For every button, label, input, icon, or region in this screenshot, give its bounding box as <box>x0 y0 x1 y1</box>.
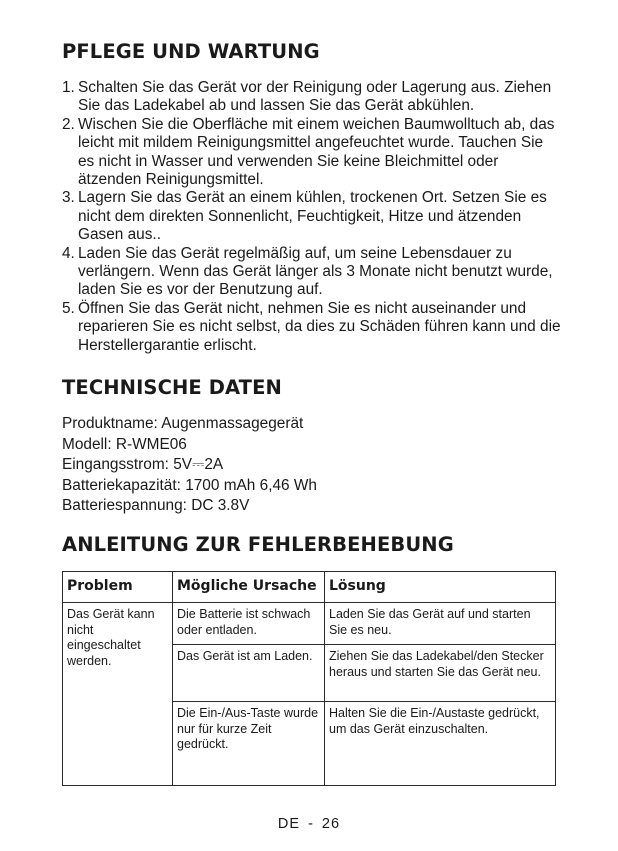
spec-input-current: Eingangsstrom: 5V⎓2A <box>62 456 224 474</box>
care-step <box>62 245 562 300</box>
problem-cell: Das Gerät kann nicht eingeschaltet werden. <box>63 603 173 786</box>
step-number: 3. <box>62 189 75 207</box>
page-number: 26 <box>321 816 341 832</box>
tech-section-title: TECHNISCHE DATEN <box>62 376 282 399</box>
table-header-row <box>63 572 556 603</box>
spec-battery-voltage: Batteriespannung: DC 3.8V <box>62 497 250 515</box>
solution-cell: Halten Sie die Ein-/Austaste gedrückt, um das Gerät einzuschalten. <box>325 702 556 786</box>
header-solution: Lösung <box>325 572 556 603</box>
care-step <box>62 189 562 244</box>
solution-cell: Laden Sie das Gerät auf und starten Sie es neu. <box>325 603 556 645</box>
footer-separator: - <box>308 816 314 832</box>
step-text: Öffnen Sie das Gerät nicht, nehmen Sie es nicht auseinander und reparieren Sie es nicht selbst, da dies zu Schäden führen kann und die Herstellergarantie erlischt. <box>78 299 561 354</box>
troubleshooting-table <box>62 571 556 786</box>
page-footer <box>0 816 618 832</box>
header-cause: Mögliche Ursache <box>173 572 325 603</box>
cause-cell: Die Batterie ist schwach oder entladen. <box>173 603 325 645</box>
spec-model: Modell: R-WME06 <box>62 435 187 453</box>
care-step <box>62 79 562 116</box>
step-number: 5. <box>62 299 75 317</box>
care-step <box>62 300 562 355</box>
spec-product-name: Produktname: Augenmassagegerät <box>62 415 304 432</box>
table-row <box>63 603 556 645</box>
solution-cell: Ziehen Sie das Ladekabel/den Stecker heraus und starten Sie das Gerät neu. <box>325 645 556 702</box>
care-section-title: PFLEGE UND WARTUNG <box>62 40 320 63</box>
spec-list <box>62 414 317 517</box>
cause-cell: Die Ein-/Aus-Taste wurde nur für kurze Zeit gedrückt. <box>173 702 325 786</box>
troubleshooting-section-title: ANLEITUNG ZUR FEHLERBEHEBUNG <box>62 533 454 556</box>
care-step <box>62 116 562 190</box>
language-code: DE <box>277 816 301 832</box>
step-text: Schalten Sie das Gerät vor der Reinigung oder Lagerung aus. Ziehen Sie das Ladekabel ab und lassen Sie das Gerät abkühlen. <box>78 79 552 115</box>
step-text: Lagern Sie das Gerät an einem kühlen, trockenen Ort. Setzen Sie es nicht dem direkten Sonnenlicht, Feuchtigkeit, Hitze und ätzenden Gasen aus.. <box>78 189 547 244</box>
header-problem: Problem <box>63 572 173 603</box>
step-number: 2. <box>62 115 75 133</box>
step-number: 1. <box>62 79 75 96</box>
care-steps-list <box>62 79 562 355</box>
step-number: 4. <box>62 244 75 262</box>
spec-battery-capacity: Batteriekapazität: 1700 mAh 6,46 Wh <box>62 476 317 494</box>
cause-cell: Das Gerät ist am Laden. <box>173 645 325 702</box>
step-text: Wischen Sie die Oberfläche mit einem weichen Baumwolltuch ab, das leicht mit mildem Reinigungsmittel angefeuchtet wurde. Tauchen Sie es nicht in Wasser und verwenden Sie keine Bleichmittel oder ätzenden Reinigungsmittel. <box>78 115 555 189</box>
step-text: Laden Sie das Gerät regelmäßig auf, um seine Lebensdauer zu verlängern. Wenn das Gerät länger als 3 Monate nicht benutzt wurde, laden Sie es vor der Benutzung auf. <box>78 244 553 299</box>
